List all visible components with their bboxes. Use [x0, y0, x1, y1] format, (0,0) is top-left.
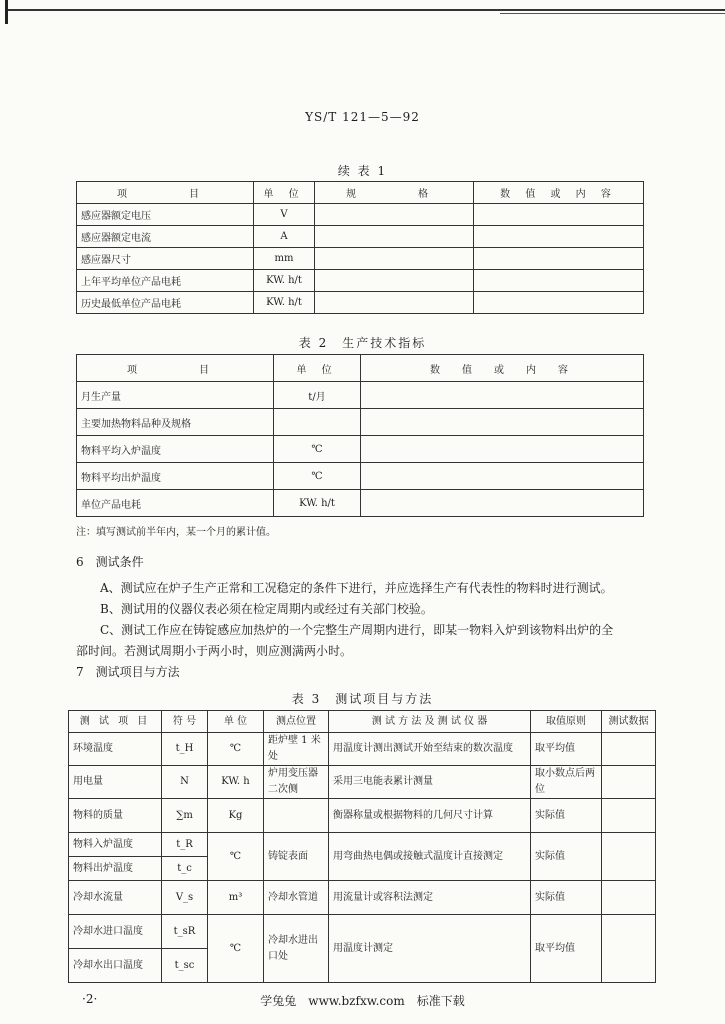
cell-unit: A [254, 226, 315, 248]
table-row [69, 766, 656, 799]
cell-position: 冷却水管道 [264, 881, 329, 915]
col-spec: 规 格 [315, 182, 474, 204]
cell-symbol: t_c [162, 857, 208, 881]
section6-para-a: A、测试应在炉子生产正常和工况稳定的条件下进行，并应选择生产有代表性的物料时进行测试。 [100, 581, 613, 595]
scan-edge-mark [5, 0, 8, 24]
section6-title: 6 测试条件 [76, 555, 144, 569]
section6-para-c: C、测试工作应在铸锭感应加热炉的一个完整生产周期内进行，即某一物料入炉到该物料出炉的全 [100, 623, 614, 637]
cell-symbol: t_H [162, 733, 208, 766]
cell-data [602, 881, 656, 915]
cell-item: 物料的质量 [69, 799, 162, 833]
cell-unit: Kg [208, 799, 264, 833]
section6-body [76, 578, 656, 662]
cell-data [602, 799, 656, 833]
cell-unit: V [254, 204, 315, 226]
cell-value [361, 463, 644, 490]
cell-symbol: t_sR [162, 915, 208, 949]
table-row [77, 248, 644, 270]
top-rule-secondary [500, 13, 725, 14]
cell-rule: 取平均值 [531, 915, 602, 983]
cell-data [602, 733, 656, 766]
cell-rule: 取平均值 [531, 733, 602, 766]
table2-note: 注：填写测试前半年内，某一个月的累计值。 [76, 527, 276, 538]
table-row [77, 436, 644, 463]
cell-method: 用弯曲热电偶或接触式温度计直接测定 [329, 833, 531, 881]
cell-value [474, 248, 644, 270]
cell-unit: KW. h [208, 766, 264, 799]
section6-para-c-cont: 部时间。若测试周期小于两小时，则应测满两小时。 [76, 644, 353, 658]
table-row [77, 463, 644, 490]
table2 [76, 354, 644, 517]
cell-unit: t/月 [274, 382, 361, 409]
col-method: 测 试 方 法 及 测 试 仪 器 [329, 711, 531, 733]
cell-spec [315, 248, 474, 270]
col-unit: 单 位 [208, 711, 264, 733]
cell-item: 用电量 [69, 766, 162, 799]
col-value: 数 值 或 内 容 [474, 182, 644, 204]
table-row [69, 915, 656, 949]
cell-method: 用温度计测出测试开始至结束的数次温度 [329, 733, 531, 766]
cell-rule: 实际值 [531, 881, 602, 915]
table-row [77, 382, 644, 409]
cell-unit: mm [254, 248, 315, 270]
cell-value [361, 490, 644, 517]
col-symbol: 符 号 [162, 711, 208, 733]
page-header-code: YS/T 121—5—92 [305, 110, 420, 124]
cell-item: 上年平均单位产品电耗 [77, 270, 254, 292]
page-number: ·2· [82, 992, 98, 1006]
cell-item: 单位产品电耗 [77, 490, 274, 517]
cell-unit: ℃ [208, 915, 264, 983]
table-row [77, 204, 644, 226]
table-row [69, 881, 656, 915]
cell-spec [315, 292, 474, 314]
section6-para-b: B、测试用的仪器仪表必须在检定周期内或经过有关部门校验。 [100, 602, 433, 616]
cell-item: 感应器额定电流 [77, 226, 254, 248]
cell-data [602, 915, 656, 983]
cell-data [602, 766, 656, 799]
cell-item: 感应器额定电压 [77, 204, 254, 226]
table-row [69, 833, 656, 857]
col-test-item: 测 试 项 目 [69, 711, 162, 733]
cell-item: 冷却水流量 [69, 881, 162, 915]
cell-value [361, 436, 644, 463]
table-cont-caption: 续 表 1 [337, 164, 388, 178]
table-row [77, 226, 644, 248]
col-item: 项 目 [77, 355, 274, 382]
cell-item: 物料入炉温度 [69, 833, 162, 857]
cell-unit: KW. h/t [274, 490, 361, 517]
col-data: 测试数据 [602, 711, 656, 733]
table-row [77, 270, 644, 292]
cell-value [361, 409, 644, 436]
cell-item: 冷却水出口温度 [69, 949, 162, 983]
cell-unit: m³ [208, 881, 264, 915]
cell-item: 物料平均出炉温度 [77, 463, 274, 490]
col-value: 数 值 或 内 容 [361, 355, 644, 382]
cell-symbol: t_sc [162, 949, 208, 983]
cell-symbol: V_s [162, 881, 208, 915]
table-header-row [69, 711, 656, 733]
cell-position: 铸锭表面 [264, 833, 329, 881]
cell-data [602, 833, 656, 881]
cell-spec [315, 204, 474, 226]
table2-caption: 表 2 生产技术指标 [298, 336, 427, 350]
cell-unit: KW. h/t [254, 292, 315, 314]
cell-item: 环境温度 [69, 733, 162, 766]
cell-item: 月生产量 [77, 382, 274, 409]
cell-symbol: N [162, 766, 208, 799]
cell-position [264, 799, 329, 833]
cell-value [474, 292, 644, 314]
section7-title: 7 测试项目与方法 [76, 665, 180, 679]
col-item: 项 目 [77, 182, 254, 204]
table-row [77, 490, 644, 517]
col-unit: 单 位 [254, 182, 315, 204]
cell-rule: 取小数点后两位 [531, 766, 602, 799]
footer-watermark: 学兔兔 www.bzfxw.com 标准下载 [260, 994, 465, 1008]
cell-unit: ℃ [274, 436, 361, 463]
col-unit: 单 位 [274, 355, 361, 382]
cell-method: 衡器称量或根据物料的几何尺寸计算 [329, 799, 531, 833]
cell-method: 用温度计测定 [329, 915, 531, 983]
cell-value [361, 382, 644, 409]
table-row [77, 292, 644, 314]
cell-symbol: ∑m [162, 799, 208, 833]
table-header-row [77, 182, 644, 204]
table-row [69, 799, 656, 833]
cell-item: 主要加热物料品种及规格 [77, 409, 274, 436]
cell-position: 炉用变压器二次侧 [264, 766, 329, 799]
cell-rule: 实际值 [531, 833, 602, 881]
col-rule: 取值原则 [531, 711, 602, 733]
cell-value [474, 270, 644, 292]
cell-unit: ℃ [208, 733, 264, 766]
table3-caption: 表 3 测试项目与方法 [291, 692, 434, 706]
top-rule [8, 9, 725, 11]
cell-unit: ℃ [274, 463, 361, 490]
cell-method: 采用三电能表累计测量 [329, 766, 531, 799]
table-cont [76, 181, 644, 314]
table3 [68, 710, 656, 983]
table-header-row [77, 355, 644, 382]
cell-unit: KW. h/t [254, 270, 315, 292]
cell-spec [315, 270, 474, 292]
table-row [77, 409, 644, 436]
table-row [69, 733, 656, 766]
cell-rule: 实际值 [531, 799, 602, 833]
cell-unit: ℃ [208, 833, 264, 881]
cell-position: 距炉壁 1 米处 [264, 733, 329, 766]
cell-item: 物料平均入炉温度 [77, 436, 274, 463]
cell-item: 历史最低单位产品电耗 [77, 292, 254, 314]
cell-symbol: t_R [162, 833, 208, 857]
cell-method: 用流量计或容积法测定 [329, 881, 531, 915]
cell-item: 感应器尺寸 [77, 248, 254, 270]
col-position: 测点位置 [264, 711, 329, 733]
cell-position: 冷却水进出口处 [264, 915, 329, 983]
cell-unit [274, 409, 361, 436]
cell-item: 物料出炉温度 [69, 857, 162, 881]
cell-spec [315, 226, 474, 248]
cell-value [474, 204, 644, 226]
cell-value [474, 226, 644, 248]
cell-item: 冷却水进口温度 [69, 915, 162, 949]
